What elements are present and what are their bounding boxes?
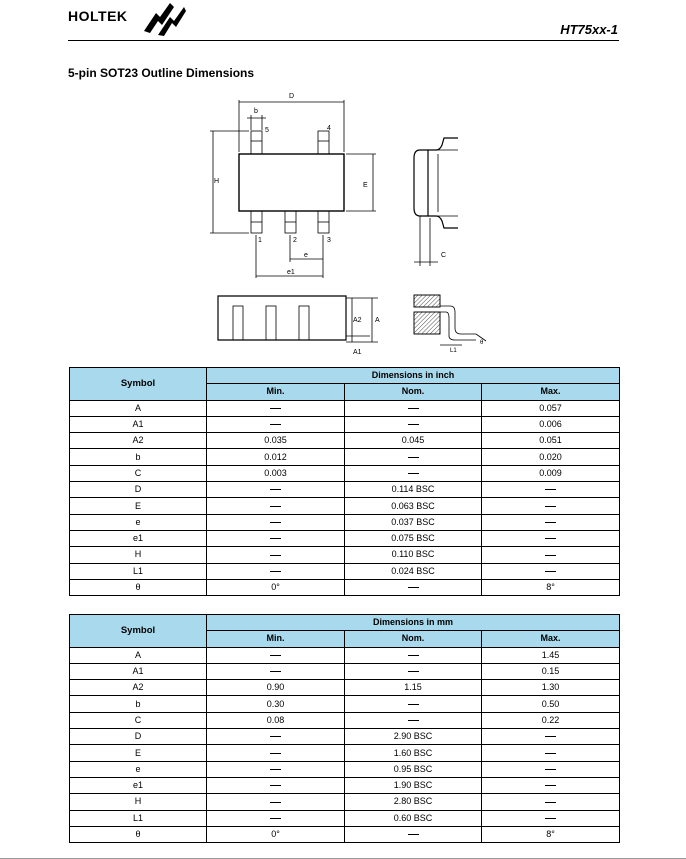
dash-mark <box>270 802 281 803</box>
cell-min <box>207 745 345 761</box>
table-row <box>70 547 620 563</box>
cell-min <box>207 530 345 546</box>
label-L1: L1 <box>450 348 457 354</box>
table-row <box>70 647 620 663</box>
cell-min: 0.003 <box>207 465 345 481</box>
cell-min <box>207 810 345 826</box>
dash-mark <box>270 818 281 819</box>
cell-symbol: C <box>70 712 207 728</box>
cell-max <box>482 482 620 498</box>
cell-nom: 0.037 BSC <box>345 514 482 530</box>
table-row <box>70 777 620 793</box>
cell-max: 0.051 <box>482 433 620 449</box>
cell-symbol: A2 <box>70 433 207 449</box>
label-pin3: 3 <box>327 237 331 244</box>
dash-mark <box>545 736 556 737</box>
dash-mark <box>545 506 556 507</box>
cell-symbol: θ <box>70 826 207 842</box>
table-row <box>70 449 620 465</box>
dash-mark <box>408 671 419 672</box>
dash-mark <box>270 489 281 490</box>
cell-symbol: D <box>70 482 207 498</box>
dash-mark <box>545 522 556 523</box>
page-header <box>0 0 686 44</box>
cell-min <box>207 761 345 777</box>
group-header: Dimensions in mm <box>207 615 620 631</box>
dash-mark <box>408 704 419 705</box>
col-header-min: Min. <box>207 384 345 400</box>
dash-mark <box>408 587 419 588</box>
cell-nom <box>345 465 482 481</box>
cell-symbol: θ <box>70 579 207 595</box>
cell-symbol: e <box>70 761 207 777</box>
package-outline-drawing <box>0 80 686 370</box>
cell-max: 0.22 <box>482 712 620 728</box>
col-header-max: Max. <box>482 631 620 647</box>
dash-mark <box>545 555 556 556</box>
cell-min: 0.30 <box>207 696 345 712</box>
dash-mark <box>545 538 556 539</box>
cell-max <box>482 498 620 514</box>
cell-nom: 1.15 <box>345 680 482 696</box>
table-row <box>70 514 620 530</box>
cell-symbol: A2 <box>70 680 207 696</box>
mm-dimensions-table <box>69 614 620 843</box>
cell-min <box>207 514 345 530</box>
cell-min <box>207 794 345 810</box>
cell-nom: 0.110 BSC <box>345 547 482 563</box>
label-e1: e1 <box>287 269 295 276</box>
cell-max <box>482 777 620 793</box>
cell-nom <box>345 579 482 595</box>
dash-mark <box>545 489 556 490</box>
header-rule <box>68 40 619 41</box>
col-header-nom: Nom. <box>345 631 482 647</box>
cell-max <box>482 729 620 745</box>
cell-nom: 0.024 BSC <box>345 563 482 579</box>
symbol-header: Symbol <box>70 368 207 401</box>
dash-mark <box>408 408 419 409</box>
cell-symbol: A1 <box>70 663 207 679</box>
table-row <box>70 579 620 595</box>
cell-nom <box>345 647 482 663</box>
cell-nom: 0.114 BSC <box>345 482 482 498</box>
dash-mark <box>270 671 281 672</box>
dash-mark <box>408 834 419 835</box>
document-id: HT75xx-1 <box>560 22 618 37</box>
cell-symbol: e1 <box>70 777 207 793</box>
cell-nom <box>345 663 482 679</box>
label-pin2: 2 <box>293 237 297 244</box>
table-row <box>70 663 620 679</box>
dash-mark <box>408 655 419 656</box>
cell-max: 0.15 <box>482 663 620 679</box>
cell-max: 0.057 <box>482 400 620 416</box>
cell-max <box>482 514 620 530</box>
dash-mark <box>270 424 281 425</box>
cell-max <box>482 530 620 546</box>
cell-max: 8° <box>482 579 620 595</box>
label-pin1: 1 <box>258 237 262 244</box>
col-header-nom: Nom. <box>345 384 482 400</box>
cell-min <box>207 663 345 679</box>
cell-symbol: A1 <box>70 416 207 432</box>
section-title: 5-pin SOT23 Outline Dimensions <box>68 66 255 80</box>
table-row <box>70 482 620 498</box>
cell-symbol: e1 <box>70 530 207 546</box>
cell-nom: 0.063 BSC <box>345 498 482 514</box>
dash-mark <box>270 506 281 507</box>
holtek-logo-icon <box>140 1 188 37</box>
cell-symbol: H <box>70 794 207 810</box>
group-header: Dimensions in inch <box>207 368 620 384</box>
cell-nom: 1.60 BSC <box>345 745 482 761</box>
table-row <box>70 761 620 777</box>
cell-max <box>482 547 620 563</box>
cell-max <box>482 810 620 826</box>
label-pin5: 5 <box>265 127 269 134</box>
cell-symbol: H <box>70 547 207 563</box>
cell-min: 0.012 <box>207 449 345 465</box>
label-b: b <box>254 108 258 115</box>
label-A1: A1 <box>353 349 362 356</box>
cell-nom: 0.95 BSC <box>345 761 482 777</box>
cell-min: 0° <box>207 579 345 595</box>
cell-min <box>207 647 345 663</box>
dash-mark <box>408 473 419 474</box>
cell-min <box>207 729 345 745</box>
dash-mark <box>270 522 281 523</box>
dash-mark <box>270 408 281 409</box>
table-row <box>70 530 620 546</box>
dash-mark <box>408 424 419 425</box>
cell-max: 0.50 <box>482 696 620 712</box>
cell-nom: 0.075 BSC <box>345 530 482 546</box>
table-row <box>70 416 620 432</box>
cell-nom: 2.80 BSC <box>345 794 482 810</box>
table-row <box>70 400 620 416</box>
table-row <box>70 794 620 810</box>
table-row <box>70 696 620 712</box>
cell-min <box>207 547 345 563</box>
cell-nom <box>345 400 482 416</box>
cell-min: 0.08 <box>207 712 345 728</box>
cell-nom: 0.60 BSC <box>345 810 482 826</box>
label-E: E <box>363 182 368 189</box>
cell-symbol: b <box>70 696 207 712</box>
cell-max <box>482 745 620 761</box>
table-row <box>70 465 620 481</box>
cell-min: 0.035 <box>207 433 345 449</box>
label-C: C <box>441 252 447 259</box>
cell-min: 0.90 <box>207 680 345 696</box>
cell-symbol: L1 <box>70 563 207 579</box>
cell-nom: 2.90 BSC <box>345 729 482 745</box>
cell-min <box>207 563 345 579</box>
cell-symbol: L1 <box>70 810 207 826</box>
table-row <box>70 826 620 842</box>
dash-mark <box>408 457 419 458</box>
dash-mark <box>270 538 281 539</box>
dash-mark <box>270 769 281 770</box>
cell-symbol: b <box>70 449 207 465</box>
dash-mark <box>545 785 556 786</box>
dash-mark <box>270 753 281 754</box>
cell-nom: 1.90 BSC <box>345 777 482 793</box>
cell-nom <box>345 826 482 842</box>
inch-dimensions-table <box>69 367 620 596</box>
table-row <box>70 729 620 745</box>
label-pin4: 4 <box>327 125 331 132</box>
cell-max: 1.45 <box>482 647 620 663</box>
dash-mark <box>270 785 281 786</box>
col-header-max: Max. <box>482 384 620 400</box>
col-header-min: Min. <box>207 631 345 647</box>
cell-min: 0° <box>207 826 345 842</box>
dash-mark <box>545 753 556 754</box>
table-row <box>70 433 620 449</box>
table-row <box>70 563 620 579</box>
dash-mark <box>545 769 556 770</box>
cell-nom <box>345 696 482 712</box>
label-D: D <box>289 93 295 100</box>
dash-mark <box>545 802 556 803</box>
cell-max: 1.30 <box>482 680 620 696</box>
dash-mark <box>545 571 556 572</box>
table-row <box>70 498 620 514</box>
cell-nom <box>345 449 482 465</box>
dash-mark <box>270 736 281 737</box>
dash-mark <box>270 571 281 572</box>
cell-nom <box>345 416 482 432</box>
label-A: A <box>375 317 380 324</box>
cell-max: 8° <box>482 826 620 842</box>
table-row <box>70 712 620 728</box>
cell-max: 0.009 <box>482 465 620 481</box>
cell-max <box>482 563 620 579</box>
table-row <box>70 745 620 761</box>
label-A2: A2 <box>353 317 362 324</box>
cell-min <box>207 482 345 498</box>
cell-symbol: D <box>70 729 207 745</box>
table-row <box>70 810 620 826</box>
cell-symbol: E <box>70 745 207 761</box>
cell-symbol: A <box>70 647 207 663</box>
cell-nom <box>345 712 482 728</box>
cell-max: 0.006 <box>482 416 620 432</box>
label-e: e <box>304 252 308 259</box>
cell-max <box>482 794 620 810</box>
cell-nom: 0.045 <box>345 433 482 449</box>
table-row <box>70 680 620 696</box>
symbol-header: Symbol <box>70 615 207 648</box>
cell-min <box>207 400 345 416</box>
cell-symbol: e <box>70 514 207 530</box>
dash-mark <box>408 720 419 721</box>
cell-max <box>482 761 620 777</box>
dash-mark <box>545 818 556 819</box>
label-theta: θ <box>480 340 484 346</box>
label-H: H <box>214 178 220 185</box>
dash-mark <box>270 655 281 656</box>
cell-symbol: A <box>70 400 207 416</box>
cell-symbol: E <box>70 498 207 514</box>
cell-min <box>207 777 345 793</box>
cell-min <box>207 416 345 432</box>
cell-min <box>207 498 345 514</box>
holtek-logo-text: HOLTEK <box>68 8 128 24</box>
dash-mark <box>270 555 281 556</box>
cell-max: 0.020 <box>482 449 620 465</box>
cell-symbol: C <box>70 465 207 481</box>
